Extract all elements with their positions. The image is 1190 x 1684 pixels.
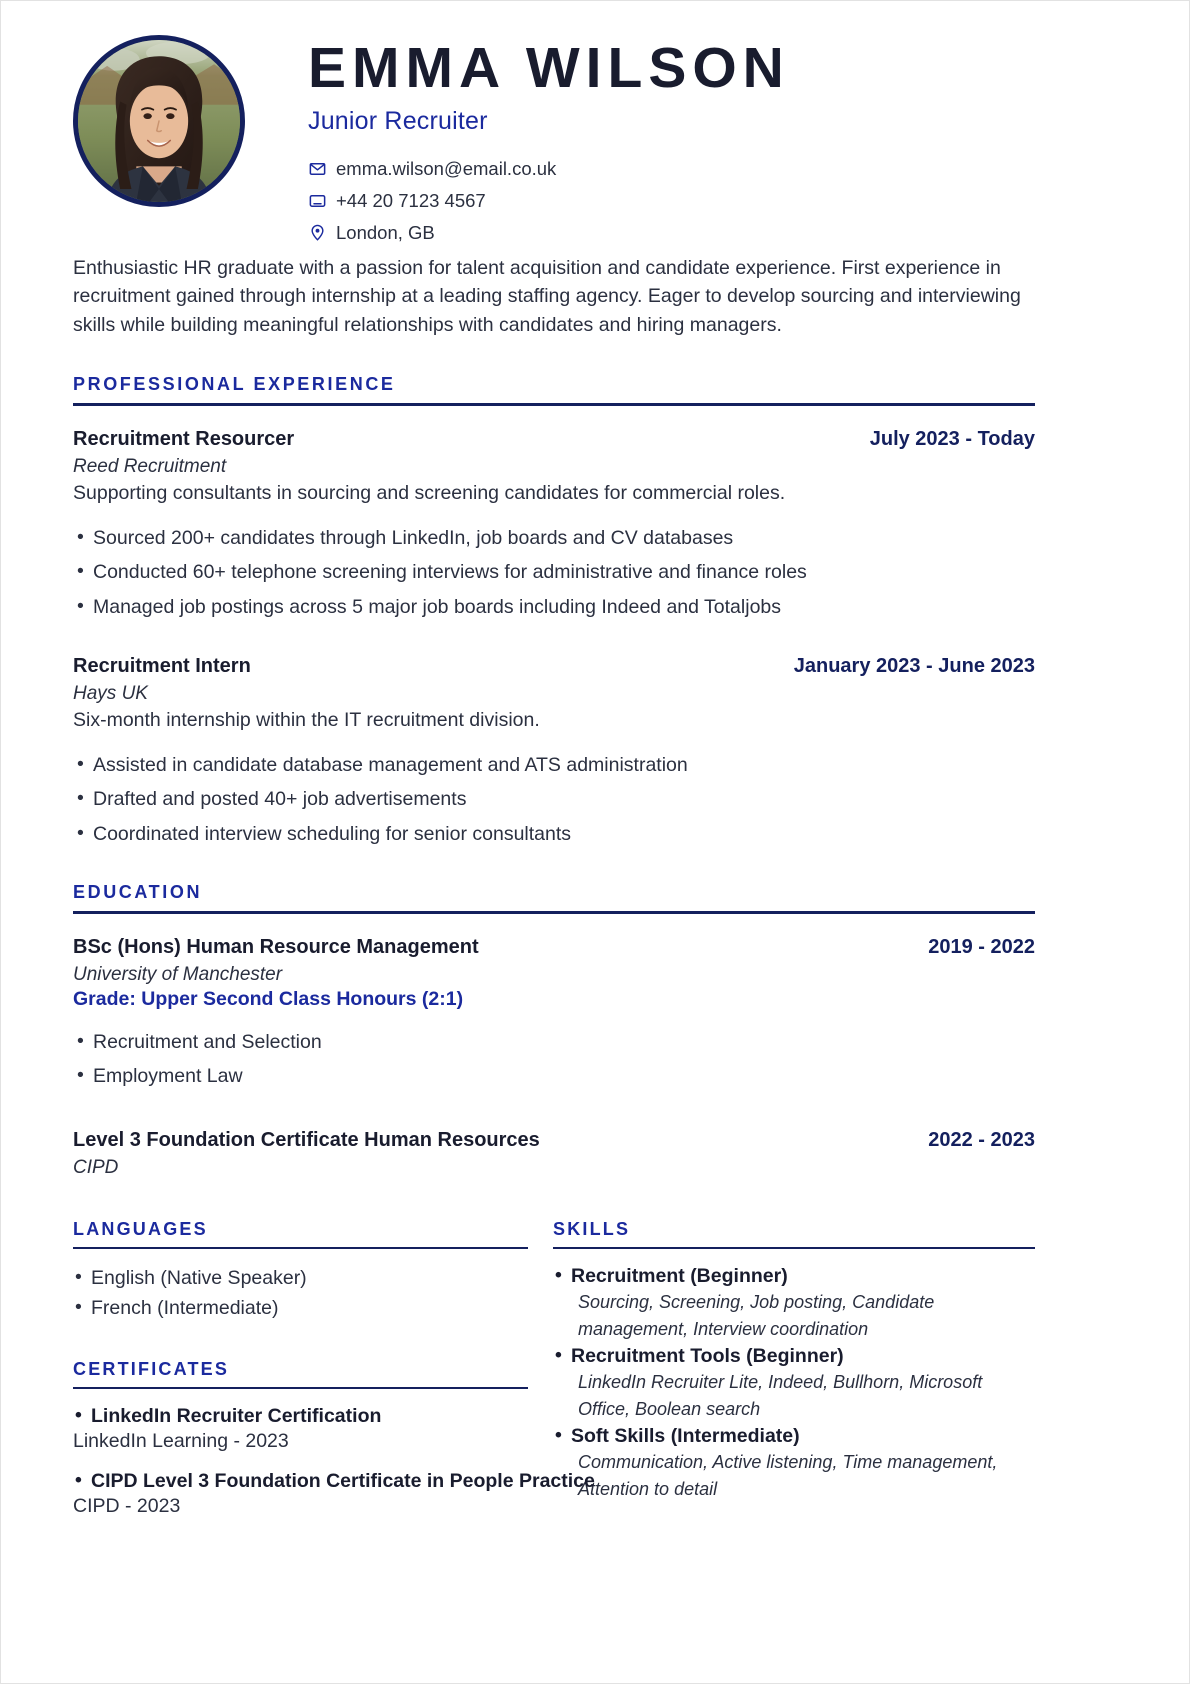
experience-bullet-list <box>73 524 1035 621</box>
resume-header <box>73 27 1035 244</box>
education-date-range: 2022 - 2023 <box>928 1128 1035 1151</box>
envelope-icon <box>308 159 327 178</box>
experience-date-range: July 2023 - Today <box>869 427 1035 450</box>
job-title: Junior Recruiter <box>308 106 488 135</box>
list-item <box>73 1469 595 1518</box>
list-item: • Sourced 200+ candidates through LinkedIn, job boards and CV databases <box>73 524 1035 552</box>
education-institution: CIPD <box>73 1156 119 1178</box>
contact-location[interactable] <box>308 222 1035 244</box>
section-certificates <box>73 1358 595 1518</box>
list-item: • Recruitment and Selection <box>73 1028 1035 1056</box>
education-degree: BSc (Hons) Human Resource Management <box>73 935 479 958</box>
contact-list <box>308 158 1035 244</box>
education-date-range: 2019 - 2022 <box>928 935 1035 958</box>
list-item: • Managed job postings across 5 major job boards including Indeed and Totaljobs <box>73 593 1035 621</box>
experience-company: Reed Recruitment <box>73 455 227 477</box>
profile-photo-illustration <box>78 40 240 202</box>
contact-phone-value: +44 20 7123 4567 <box>336 189 486 211</box>
education-bullet-list <box>73 1028 1035 1091</box>
avatar <box>73 35 245 207</box>
list-item <box>553 1345 1035 1423</box>
section-heading-experience: PROFESSIONAL EXPERIENCE <box>73 374 1035 406</box>
section-heading-languages: LANGUAGES <box>73 1219 528 1249</box>
certificate-issuer-year: CIPD - 2023 <box>73 1494 181 1517</box>
contact-location-value: London, GB <box>336 221 435 243</box>
section-heading-skills: SKILLS <box>553 1219 1035 1249</box>
education-degree: Level 3 Foundation Certificate Human Resources <box>73 1128 540 1151</box>
skills-list <box>553 1265 1035 1503</box>
list-item <box>73 1405 528 1453</box>
education-grade: Grade: Upper Second Class Honours (2:1) <box>73 987 464 1010</box>
professional-summary: Enthusiastic HR graduate with a passion for talent acquisition and candidate experience. First experience in recruitment gained through internship at a leading staffing agency. Eager to develop sourcing and interviewing skills while building meaningful relationships with candidates and hiring managers. <box>73 256 1021 337</box>
header-text-block <box>308 27 1035 244</box>
list-item: • Employment Law <box>73 1062 1035 1090</box>
experience-description: Supporting consultants in sourcing and screening candidates for commercial roles. <box>73 481 786 504</box>
experience-company: Hays UK <box>73 682 148 704</box>
list-item <box>553 1425 1035 1503</box>
experience-bullet-list <box>73 751 1035 848</box>
experience-entry <box>73 428 1035 621</box>
experience-date-range: January 2023 - June 2023 <box>793 654 1035 677</box>
contact-email-value: emma.wilson@email.co.uk <box>336 157 557 179</box>
education-institution: University of Manchester <box>73 963 283 985</box>
skill-name: • Recruitment Tools (Beginner) <box>553 1345 1035 1368</box>
section-education <box>73 882 1035 1179</box>
contact-phone[interactable] <box>308 190 1035 212</box>
experience-entry <box>73 655 1035 848</box>
certificate-name: • CIPD Level 3 Foundation Certificate in People Practice <box>73 1470 528 1493</box>
education-entry <box>73 1129 1035 1179</box>
location-pin-icon <box>308 223 327 242</box>
education-entry <box>73 936 1035 1091</box>
contact-email[interactable] <box>308 158 1035 180</box>
section-heading-education: EDUCATION <box>73 882 1035 914</box>
experience-description: Six-month internship within the IT recruitment division. <box>73 708 540 731</box>
skill-detail: LinkedIn Recruiter Lite, Indeed, Bullhorn, Microsoft Office, Boolean search <box>578 1371 983 1419</box>
list-item: • Drafted and posted 40+ job advertisements <box>73 785 1035 813</box>
skill-detail: Sourcing, Screening, Job posting, Candidate management, Interview coordination <box>578 1291 935 1339</box>
list-item: • French (Intermediate) <box>73 1295 528 1323</box>
skill-detail: Communication, Active listening, Time management, Attention to detail <box>578 1451 998 1499</box>
list-item <box>553 1265 1035 1343</box>
list-item: • Coordinated interview scheduling for senior consultants <box>73 820 1035 848</box>
experience-job-title: Recruitment Intern <box>73 654 251 677</box>
certificate-issuer-year: LinkedIn Learning - 2023 <box>73 1429 289 1452</box>
list-item: • Assisted in candidate database management and ATS administration <box>73 751 1035 779</box>
section-professional-experience <box>73 374 1035 848</box>
page-title: EMMA WILSON <box>308 36 790 100</box>
languages-list <box>73 1265 528 1323</box>
list-item: • English (Native Speaker) <box>73 1265 528 1293</box>
section-heading-certificates: CERTIFICATES <box>73 1359 528 1389</box>
section-languages <box>73 1219 528 1323</box>
phone-icon <box>308 191 327 210</box>
right-column <box>553 1219 1035 1535</box>
certificates-list <box>73 1404 595 1518</box>
section-skills <box>553 1219 1035 1503</box>
list-item: • Conducted 60+ telephone screening interviews for administrative and finance roles <box>73 558 1035 586</box>
certificate-name: • LinkedIn Recruiter Certification <box>73 1405 528 1428</box>
bottom-columns <box>73 1219 1035 1535</box>
skill-name: • Recruitment (Beginner) <box>553 1265 1035 1288</box>
experience-job-title: Recruitment Resourcer <box>73 427 295 450</box>
skill-name: • Soft Skills (Intermediate) <box>553 1425 1035 1448</box>
